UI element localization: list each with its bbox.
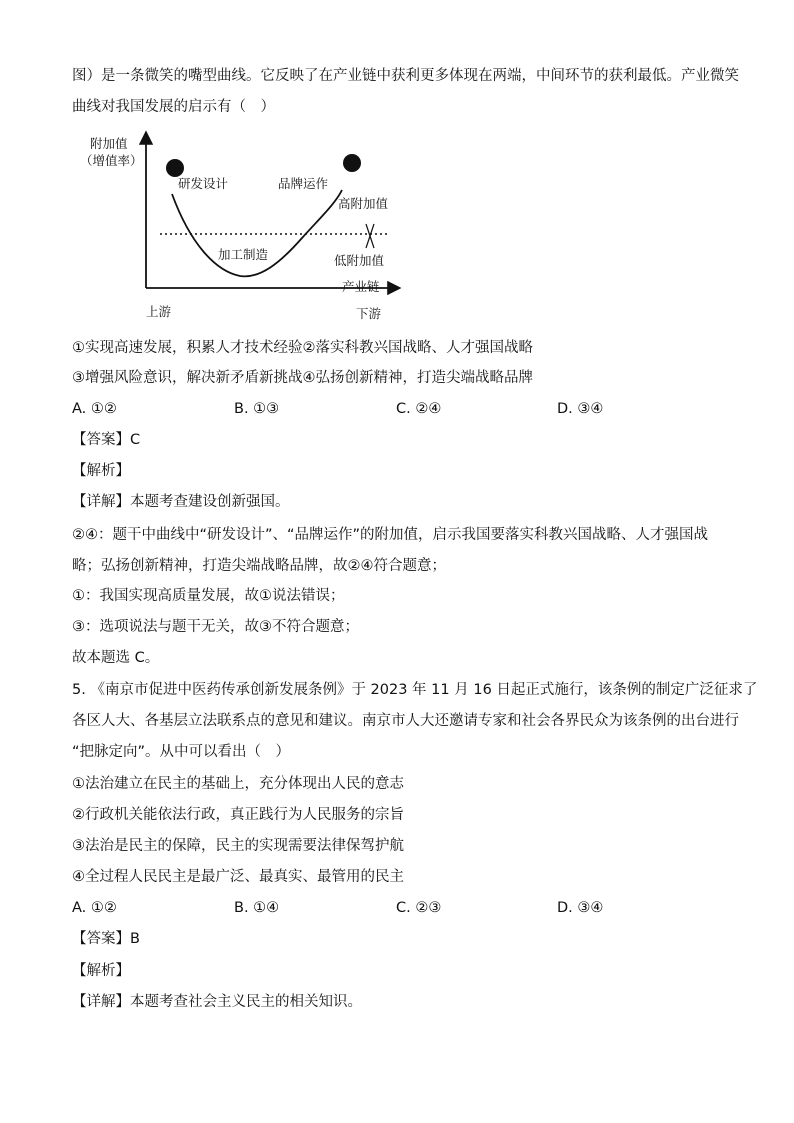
q4-answer-row (72, 430, 140, 450)
q4-stem-line-1: 图）是一条微笑的嘴型曲线。它反映了在产业链中获利更多体现在两端，中间环节的获利最低。产业微笑 (72, 68, 739, 84)
label-upstream: 上游 (146, 304, 172, 319)
q5-option-b: B. ①④ (234, 900, 280, 916)
q4-explain-4: ③：选项说法与题干无关，故③不符合题意； (72, 619, 359, 635)
label-chain: 产业链 (342, 279, 380, 294)
q5-statement-1: ①法治建立在民主的基础上，充分体现出人民的意志 (72, 776, 404, 792)
q4-option-b: B. ①③ (234, 401, 280, 417)
q4-option-c: C. ②④ (396, 401, 442, 417)
q4-detail: 本题考查建设创新强国。 (130, 494, 290, 510)
q4-detail-tag: 【详解】 (72, 494, 130, 510)
q5-stem-line-1: 5. 《南京市促进中医药传承创新发展条例》于 2023 年 11 月 16 日起正式施行，该条例的制定广泛征求了 (72, 682, 758, 698)
q5-statement-2: ②行政机关能依法行政，真正践行为人民服务的宗旨 (72, 807, 404, 823)
q4-explain-1: ②④：题干中曲线中“研发设计”、“品牌运作”的附加值，启示我国要落实科教兴国战略、人才强国战 (72, 527, 709, 543)
label-rd: 研发设计 (178, 176, 229, 191)
q5-detail-row (72, 992, 362, 1012)
dot-right (343, 154, 361, 172)
label-high: 高附加值 (338, 196, 389, 211)
q5-analysis-tag: 【解析】 (72, 963, 130, 979)
q4-detail-row (72, 492, 290, 512)
label-low: 低附加值 (334, 253, 385, 268)
label-downstream: 下游 (356, 306, 382, 321)
q5-answer-tag: 【答案】 (72, 931, 130, 947)
q4-explain-5: 故本题选 C。 (72, 650, 160, 666)
q4-statement-2: ③增强风险意识，解决新矛盾新挑战④弘扬创新精神，打造尖端战略品牌 (72, 370, 533, 386)
q5-stem-line-3: “把脉定向”。从中可以看出（ ） (72, 744, 291, 760)
y-axis-label-1: 附加值 (90, 136, 128, 151)
q5-answer-row (72, 929, 140, 949)
label-brand: 品牌运作 (278, 176, 329, 191)
q4-explain-2: 略；弘扬创新精神，打造尖端战略品牌，故②④符合题意； (72, 558, 446, 574)
q5-detail: 本题考查社会主义民主的相关知识。 (130, 994, 362, 1010)
smile-curve-figure (80, 128, 420, 328)
q4-statement-1: ①实现高速发展，积累人才技术经验②落实科教兴国战略、人才强国战略 (72, 340, 533, 356)
q5-option-d: D. ③④ (557, 900, 604, 916)
q4-explain-3: ①：我国实现高质量发展，故①说法错误； (72, 588, 345, 604)
smile-curve (172, 190, 342, 276)
q5-detail-tag: 【详解】 (72, 994, 130, 1010)
q4-analysis-tag: 【解析】 (72, 463, 130, 479)
q5-statement-3: ③法治是民主的保障，民主的实现需要法律保驾护航 (72, 838, 404, 854)
q5-stem-line-2: 各区人大、各基层立法联系点的意见和建议。南京市人大还邀请专家和社会各界民众为该条例的出台进行 (72, 713, 739, 729)
y-axis-label-2: （增值率） (80, 153, 143, 168)
q4-answer-tag: 【答案】 (72, 432, 130, 448)
q4-answer: C (130, 432, 141, 448)
q5-answer: B (130, 931, 140, 947)
dot-left (166, 159, 184, 177)
q4-stem-line-2: 曲线对我国发展的启示有（ ） (72, 99, 275, 115)
q5-option-c: C. ②③ (396, 900, 442, 916)
label-manufacture: 加工制造 (218, 247, 269, 262)
q5-option-a: A. ①② (72, 900, 117, 916)
q4-option-d: D. ③④ (557, 401, 604, 417)
q5-statement-4: ④全过程人民民主是最广泛、最真实、最管用的民主 (72, 869, 404, 885)
q4-option-a: A. ①② (72, 401, 117, 417)
